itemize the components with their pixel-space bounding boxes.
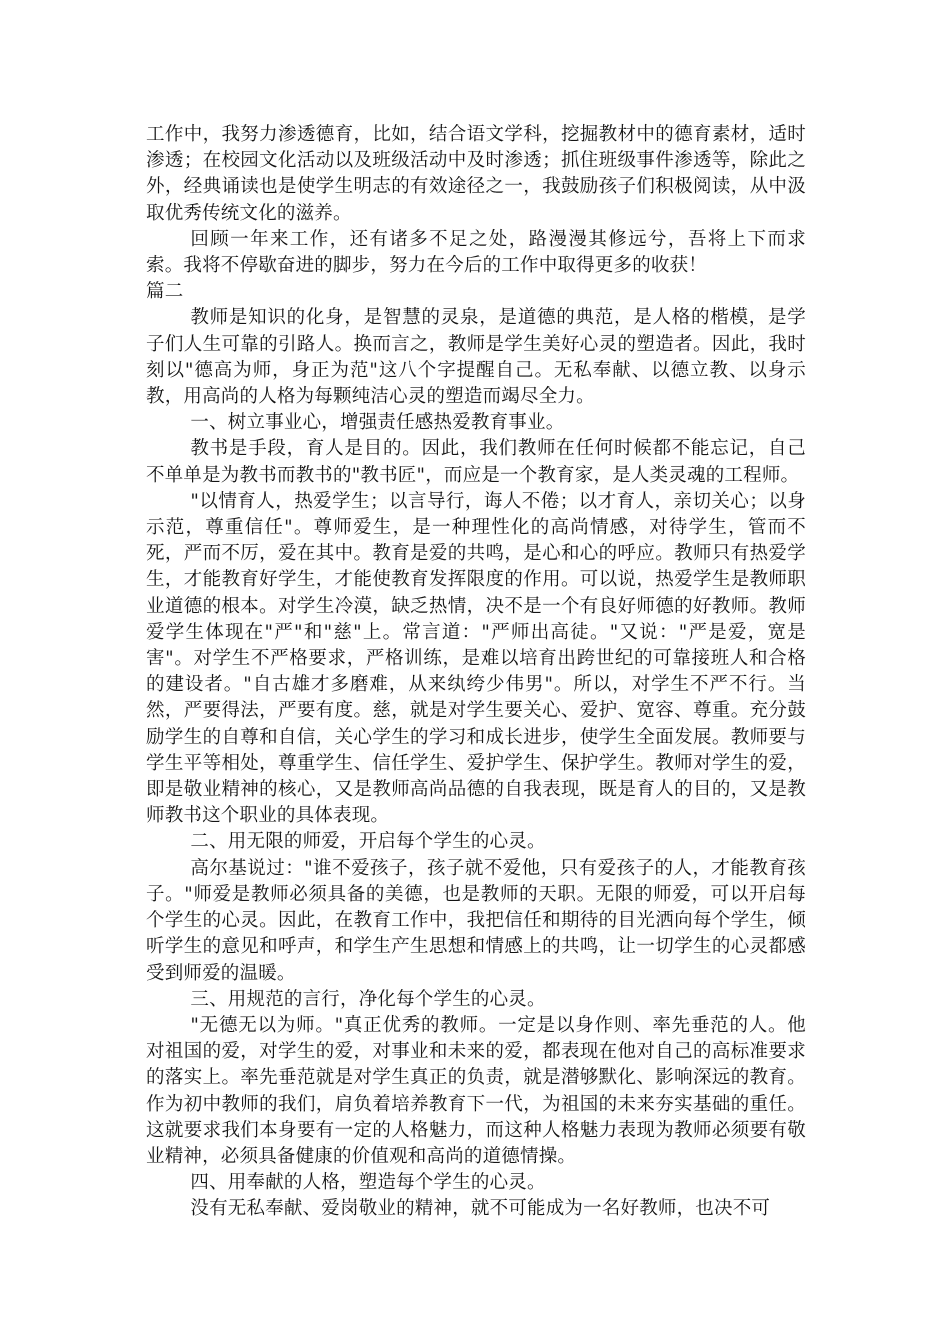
section-heading: 篇二 [146,281,184,303]
paragraph-gorky: 高尔基说过："谁不爱孩子，孩子就不爱他，只有爱孩子的人，才能教育孩子。"师爱是教师必须具备的美德，也是教师的天职。无限的师爱，可以开启每个学生的心灵。因此，在教育工作中，我把信任和期待的目光洒向每个学生，倾听学生的意见和呼声，和学生产生思想和情感上的共鸣，让一切学生的心灵都感受到师爱的温暖。 [146,857,806,984]
paragraph-intro: 教师是知识的化身，是智慧的灵泉，是道德的典范，是人格的楷模，是学子们人生可靠的引路人。换而言之，教师是学生美好心灵的塑造者。因此，我时刻以"德高为师，身正为范"这八个字提醒自己。无私奉献、以德立教、以身示教，用高尚的人格为每颗纯洁心灵的塑造而竭尽全力。 [146,307,806,408]
paragraph-virtue: "无德无以为师。"真正优秀的教师。一定是以身作则、率先垂范的人。他对祖国的爱，对学生的爱，对事业和未来的爱，都表现在他对自己的高标准要求的落实上。率先垂范就是对学生真正的负责，就是潜够默化、影响深远的教育。作为初中教师的我们，肩负着培养教育下一代，为祖国的未来夯实基础的重任。这就要求我们本身要有一定的人格魅力，而这种人格魅力表现为教师必须要有敬业精神，必须具备健康的价值观和高尚的道德情操。 [146,1014,806,1167]
paragraph-continued: 工作中，我努力渗透德育，比如，结合语文学科，挖掘教材中的德育素材，适时渗透；在校园文化活动以及班级活动中及时渗透；抓住班级事件渗透等，除此之外，经典诵读也是使学生明志的有效途径之一，我鼓励孩子们积极阅读，从中汲取优秀传统文化的滋养。 [146,124,806,224]
paragraph-review: 回顾一年来工作，还有诸多不足之处，路漫漫其修远兮，吾将上下而求索。我将不停歇奋进的脚步，努力在今后的工作中取得更多的收获！ [146,228,806,277]
subheading-2: 二、用无限的师爱，开启每个学生的心灵。 [190,831,546,853]
subheading-4: 四、用奉献的人格，塑造每个学生的心灵。 [190,1172,546,1194]
paragraph-teaching: 教书是手段，育人是目的。因此，我们教师在任何时候都不能忘记，自己不单单是为教书而教书的"教书匠"，而应是一个教育家，是人类灵魂的工程师。 [146,438,806,486]
paragraph-dedication: 没有无私奉献、爱岗敬业的精神，就不可能成为一名好教师，也决不可 [190,1198,771,1220]
document-page [146,122,806,1223]
paragraph-love-students: "以情育人，热爱学生；以言导行，诲人不倦；以才育人，亲切关心；以身示范，尊重信任"。尊师爱生，是一种理性化的高尚情感，对待学生，管而不死，严而不厉，爱在其中。教育是爱的共鸣，是心和心的呼应。教师只有热爱学生，才能教育好学生，才能使教育发挥限度的作用。可以说，热爱学生是教师职业道德的根本。对学生冷漠，缺乏热情，决不是一个有良好师德的好教师。教师爱学生体现在"严"和"慈"上。常言道："严师出高徒。"又说："严是爱，宽是害"。对学生不严格要求，严格训练，是难以培育出跨世纪的可靠接班人和合格的建设者。"自古雄才多磨难，从来纨绔少伟男"。所以，对学生不严不行。当然，严要得法，严要有度。慈，就是对学生要关心、爱护、宽容、尊重。充分鼓励学生的自尊和自信，关心学生的学习和成长进步，使学生全面发展。教师要与学生平等相处，尊重学生、信任学生、爱护学生、保护学生。教师对学生的爱，即是敬业精神的核心，又是教师高尚品德的自我表现，既是育人的目的，又是教师教书这个职业的具体表现。 [146,490,806,827]
subheading-3: 三、用规范的言行，净化每个学生的心灵。 [190,988,546,1010]
subheading-1: 一、树立事业心，增强责任感热爱教育事业。 [190,412,565,434]
